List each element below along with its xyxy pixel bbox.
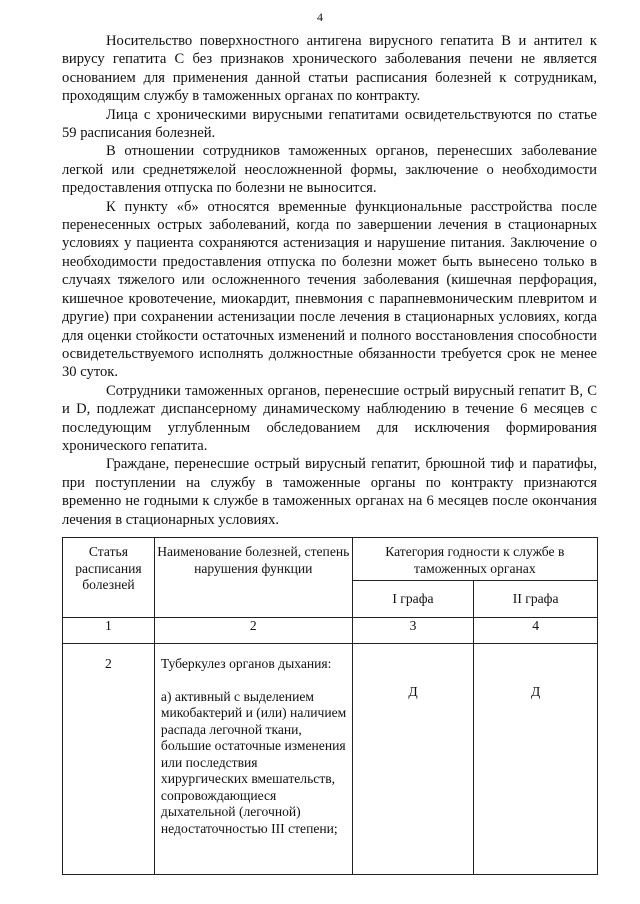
disease-schedule-table xyxy=(62,537,598,875)
paragraph-mild-forms: В отношении сотрудников таможенных органов, перенесших заболевание легкой или среднетяжелой неосложненной формы, заключение о необходимости предоставления отпуска по болезни не выносится. xyxy=(62,143,597,197)
paragraph-dispensary-observation: Сотрудники таможенных органов, перенесшие острый вирусный гепатит В, С и D, подлежат диспансерному динамическому наблюдению в течение 6 месяцев с последующим углубленным обследованием для исключения формирования хронического гепатита. xyxy=(62,382,597,454)
header-category: Категория годности к службе в таможенных органах xyxy=(352,538,597,581)
column-number: 4 xyxy=(474,618,598,644)
disease-title: Туберкулез органов дыхания: xyxy=(160,656,332,671)
header-graph-2: II графа xyxy=(474,581,598,618)
page-number: 4 xyxy=(317,10,323,24)
disease-description xyxy=(154,644,352,875)
article-number: 2 xyxy=(63,644,155,875)
column-number: 2 xyxy=(154,618,352,644)
category-graph-1: Д xyxy=(352,644,474,875)
paragraph-chronic-hepatitis: Лица с хроническими вирусными гепатитами освидетельствуются по статье 59 расписания болезней. xyxy=(62,106,597,142)
body-text xyxy=(62,32,597,529)
paragraph-item-b: К пункту «б» относятся временные функциональные расстройства после перенесенных острых заболеваний, когда по завершении лечения в стационарных условиях у пациента сохраняются астенизация и нарушение питания. Заключение о необходимости предоставления отпуска по болезни может быть вынесено только в случаях тяжелого или осложненного течения заболевания (кишечная перфорация, кишечное кровотечение, миокардит, пневмония с парапневмоническим плевритом и другие) при сохранении астенизации после лечения в стационарных условиях, когда для оценки стойкости остаточных изменений и полного восстановления способности освидетельствуемого исполнять должностные обязанности требуется срок не менее 30 суток. xyxy=(62,198,597,381)
header-article: Статья расписания болезней xyxy=(63,538,155,618)
paragraph-hbsag-carriers: Носительство поверхностного антигена вирусного гепатита В и антител к вирусу гепатита С без признаков хронического заболевания печени не является основанием для применения данной статьи расписания болезней к сотрудникам, проходящим службу в таможенных органах по контракту. xyxy=(62,33,597,105)
category-graph-2: Д xyxy=(474,644,598,875)
column-number-row xyxy=(63,618,598,644)
column-number: 3 xyxy=(352,618,474,644)
disease-item-a: а) активный с выделением микобактерий и (или) наличием распада легочной ткани, большие остаточные изменения или последствия хирургических вмешательств, сопровождающиеся дыхательной (легочной) недостаточностью III степени; xyxy=(160,688,347,836)
table-row xyxy=(63,644,598,875)
paragraph-citizens-admission: Граждане, перенесшие острый вирусный гепатит, брюшной тиф и паратифы, при поступлении на службу в таможенные органы по контракту признаются временно не годными к службе в таможенных органах на 6 месяцев после окончания лечения в стационарных условиях. xyxy=(62,456,597,528)
column-number: 1 xyxy=(63,618,155,644)
table-header-row xyxy=(63,538,598,581)
header-disease: Наименование болезней, степень нарушения функции xyxy=(154,538,352,618)
header-graph-1: I графа xyxy=(352,581,474,618)
